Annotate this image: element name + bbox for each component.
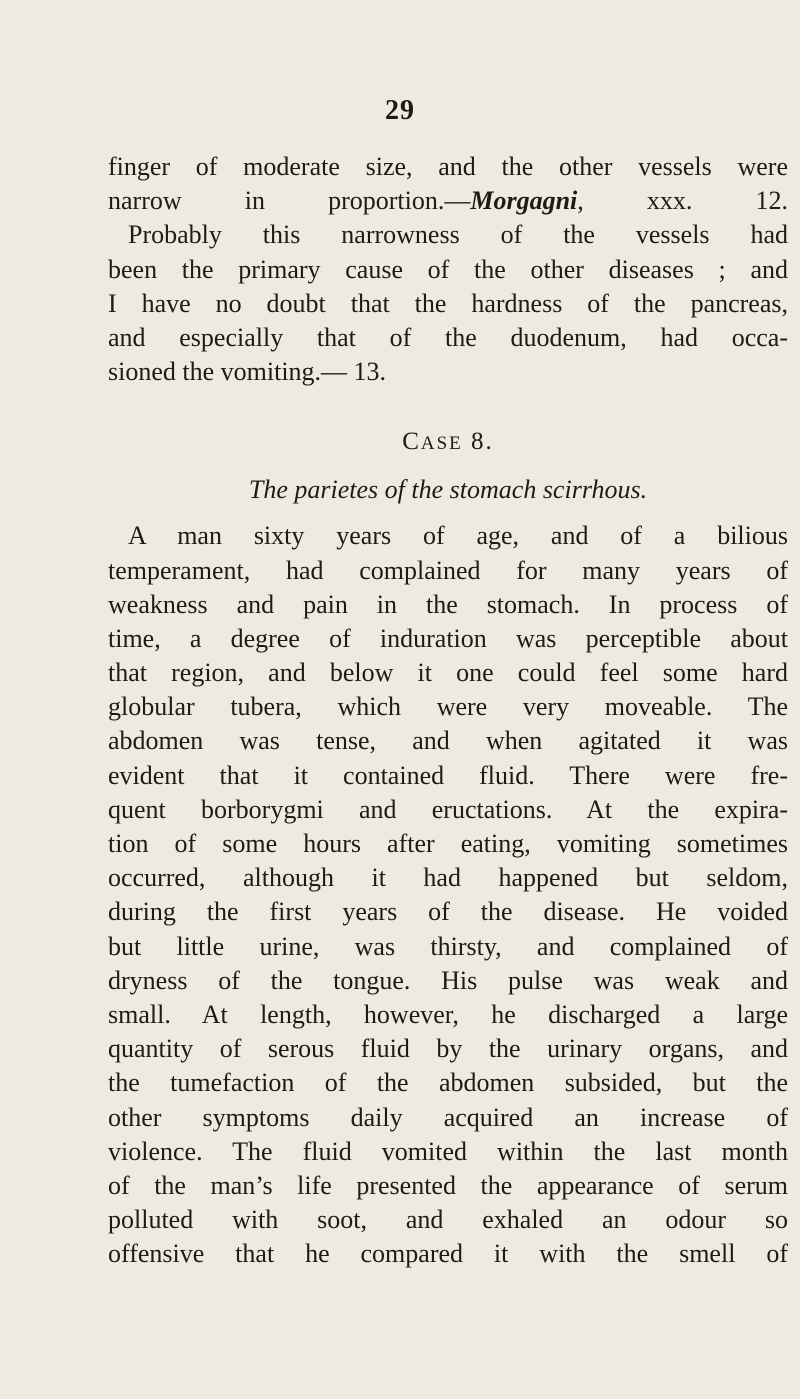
body-line-with-reference [108, 184, 788, 218]
body-line: and especially that of the duodenum, had occa- [108, 322, 788, 352]
body-line: abdomen was tense, and when agitated it was [108, 726, 788, 756]
body-line: I have no doubt that the hardness of the pancreas, [108, 288, 788, 318]
body-line: sioned the vomiting.— 13. [108, 357, 387, 387]
body-line: finger of moderate size, and the other vessels were [108, 152, 788, 181]
body-line: quent borborygmi and eructations. At the expira- [108, 794, 788, 824]
body-line: A man sixty years of age, and of a bilious [128, 521, 788, 551]
case-heading-number: 8. [462, 428, 494, 456]
body-line: small. At length, however, he discharged a large [108, 999, 788, 1029]
body-line: other symptoms daily acquired an increase of [108, 1102, 788, 1132]
body-line: weakness and pain in the stomach. In process of [108, 589, 788, 619]
page-number: 29 [385, 95, 415, 126]
body-line: temperament, had complained for many years of [108, 555, 788, 585]
citation-location: , xxx. 12. [577, 186, 789, 216]
page-body [108, 150, 788, 1271]
body-line: globular tubera, which were very moveable. The [108, 692, 788, 722]
body-line: evident that it contained fluid. There were fre- [108, 760, 788, 790]
citation-author: Morgagni [470, 186, 578, 216]
body-line: been the primary cause of the other diseases ; and [108, 254, 788, 284]
line-text: narrow in proportion.— [108, 186, 471, 216]
body-line: of the man’s life presented the appearance of serum [108, 1170, 788, 1200]
body-line: offensive that he compared it with the smell of [108, 1239, 788, 1269]
body-line: polluted with soot, and exhaled an odour so [108, 1205, 788, 1235]
body-line: that region, and below it one could feel some hard [108, 658, 788, 688]
body-line: quantity of serous fluid by the urinary organs, and [108, 1034, 788, 1064]
body-line: but little urine, was thirsty, and complained of [108, 931, 788, 961]
body-line: tion of some hours after eating, vomiting sometimes [108, 829, 788, 858]
body-line: occurred, although it had happened but seldom, [108, 863, 788, 893]
body-line: time, a degree of induration was perceptible about [108, 623, 788, 653]
case-heading-initial: C [402, 428, 421, 456]
body-line: during the first years of the disease. He voided [108, 897, 788, 927]
case-title: The parietes of the stomach scirrhous. [248, 475, 648, 505]
body-line: violence. The fluid vomited within the last month [108, 1136, 788, 1166]
body-line: dryness of the tongue. His pulse was weak and [108, 965, 788, 995]
case-heading-smallcaps: ASE [420, 433, 463, 455]
body-line: the tumefaction of the abdomen subsided, but the [108, 1068, 788, 1098]
body-line: Probably this narrowness of the vessels had [128, 220, 788, 250]
case-heading [108, 425, 788, 459]
